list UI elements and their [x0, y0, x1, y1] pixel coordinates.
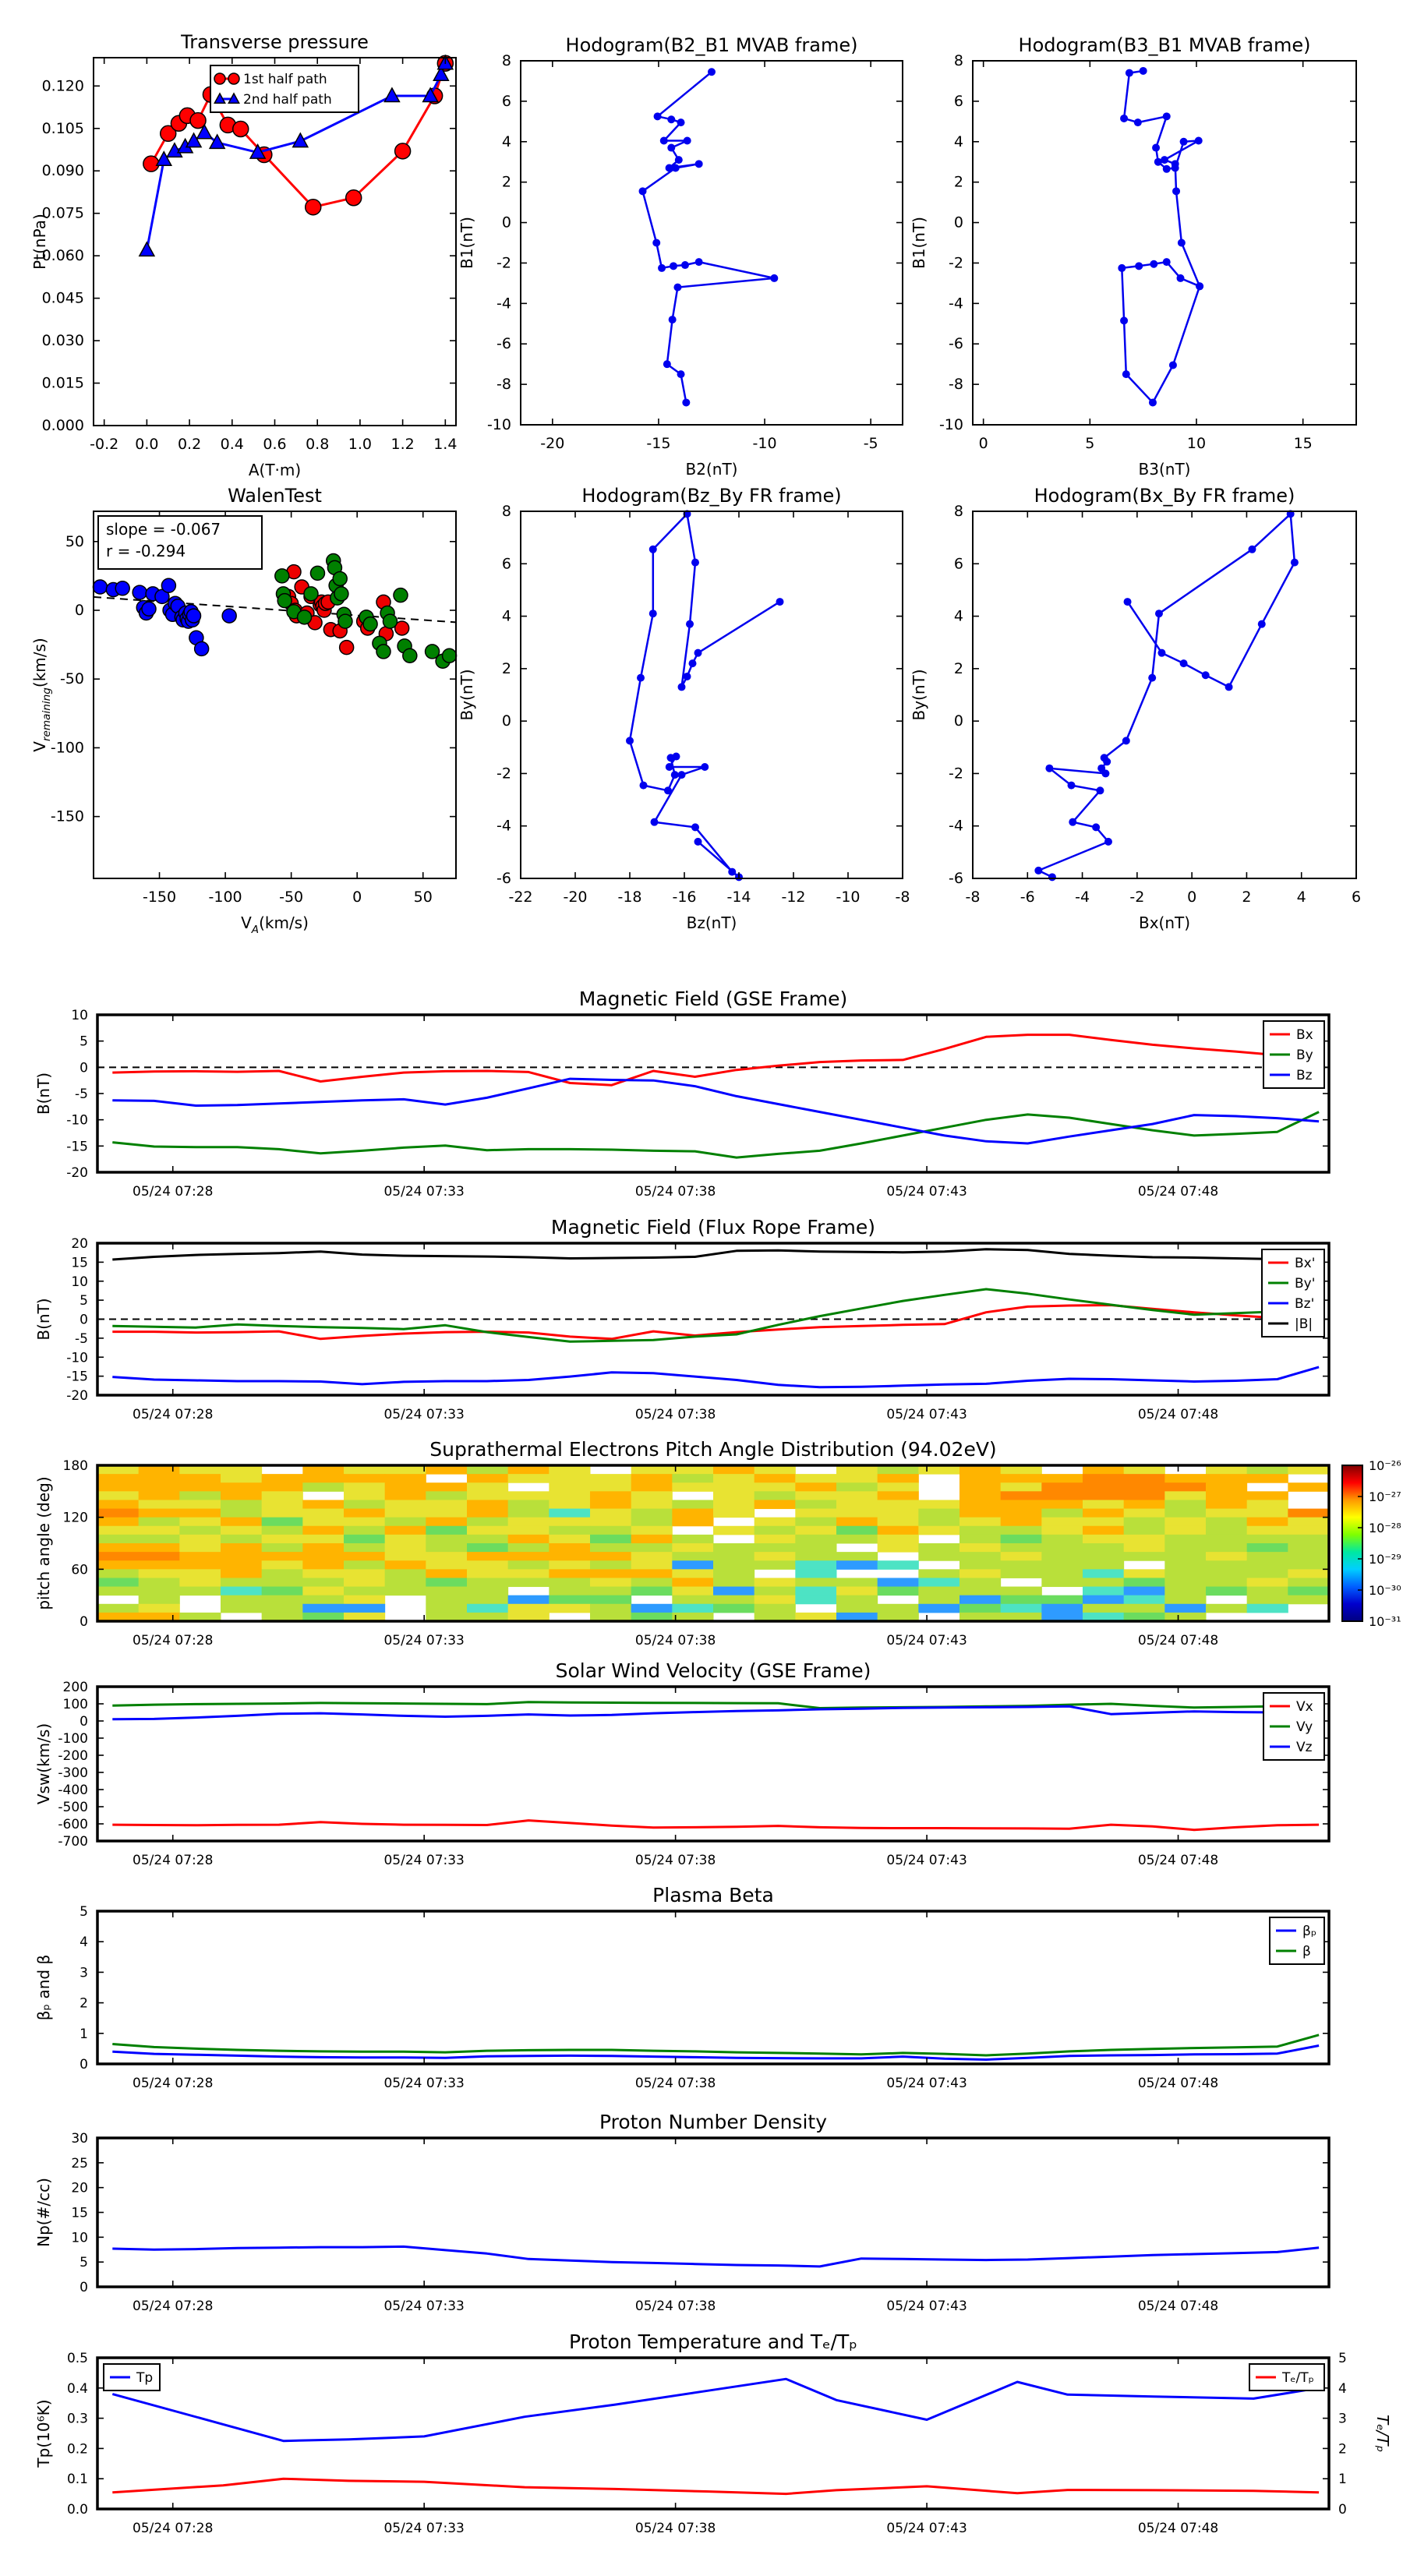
svg-text:Vx: Vx [1296, 1699, 1313, 1715]
svg-text:-500: -500 [58, 1800, 88, 1815]
svg-text:-20: -20 [66, 1388, 88, 1404]
svg-text:-6: -6 [1020, 889, 1035, 906]
svg-text:3: 3 [1338, 2411, 1347, 2427]
svg-text:5: 5 [80, 1293, 88, 1309]
svg-text:0.105: 0.105 [41, 119, 84, 137]
svg-text:Vz: Vz [1296, 1740, 1313, 1755]
svg-text:0.000: 0.000 [41, 417, 84, 434]
svg-text:-16: -16 [672, 889, 697, 906]
svg-text:100: 100 [62, 1697, 88, 1712]
svg-text:0.0: 0.0 [66, 2502, 88, 2518]
svg-text:05/24 07:38: 05/24 07:38 [634, 2299, 716, 2314]
svg-text:-5: -5 [75, 1087, 88, 1102]
svg-text:05/24 07:33: 05/24 07:33 [383, 1853, 465, 1868]
svg-text:-22: -22 [508, 889, 533, 906]
svg-text:1.0: 1.0 [348, 436, 373, 453]
svg-text:05/24 07:28: 05/24 07:28 [133, 1184, 214, 1200]
svg-text:pitch angle (deg): pitch angle (deg) [34, 1476, 53, 1610]
svg-text:-2: -2 [497, 765, 511, 783]
svg-text:Np(#/cc): Np(#/cc) [34, 2178, 53, 2247]
svg-text:5: 5 [80, 2255, 88, 2271]
svg-text:0: 0 [501, 214, 511, 231]
svg-text:-50: -50 [279, 889, 304, 906]
svg-text:1.2: 1.2 [391, 436, 415, 453]
svg-text:B3(nT): B3(nT) [1138, 460, 1191, 479]
svg-text:2: 2 [953, 173, 963, 191]
svg-text:Solar Wind Velocity (GSE Frame: Solar Wind Velocity (GSE Frame) [555, 1659, 871, 1682]
svg-text:-10: -10 [66, 1350, 88, 1366]
svg-text:05/24 07:28: 05/24 07:28 [133, 1633, 214, 1648]
svg-text:-50: -50 [59, 670, 84, 688]
svg-text:30: 30 [71, 2131, 88, 2147]
svg-text:05/24 07:43: 05/24 07:43 [886, 2521, 967, 2536]
svg-text:4: 4 [501, 133, 511, 150]
svg-text:-12: -12 [781, 889, 806, 906]
svg-text:-14: -14 [726, 889, 751, 906]
svg-text:-300: -300 [58, 1765, 88, 1781]
svg-text:βₚ: βₚ [1302, 1924, 1317, 1939]
svg-text:10⁻²⁹: 10⁻²⁹ [1369, 1552, 1401, 1567]
svg-text:180: 180 [62, 1458, 88, 1474]
svg-text:05/24 07:48: 05/24 07:48 [1137, 1853, 1219, 1868]
panel-hodogram-b3-b1 [910, 34, 1356, 479]
svg-text:-10: -10 [486, 416, 511, 433]
svg-text:Bz': Bz' [1295, 1296, 1315, 1312]
svg-text:0.4: 0.4 [220, 436, 244, 453]
svg-text:β: β [1302, 1944, 1311, 1959]
svg-text:A(T·m): A(T·m) [248, 461, 302, 479]
svg-text:6: 6 [501, 92, 511, 110]
svg-text:Bx': Bx' [1295, 1256, 1316, 1271]
svg-text:-15: -15 [66, 1139, 88, 1155]
svg-text:1: 1 [80, 2026, 88, 2042]
svg-text:1st half path: 1st half path [243, 72, 327, 87]
svg-text:2: 2 [1338, 2441, 1347, 2458]
svg-text:-150: -150 [142, 889, 177, 906]
svg-text:0.045: 0.045 [41, 289, 84, 307]
svg-text:-100: -100 [50, 739, 84, 757]
svg-text:8: 8 [501, 52, 511, 69]
svg-text:0: 0 [953, 712, 963, 730]
svg-text:200: 200 [62, 1680, 88, 1695]
svg-text:VA(km/s): $V_A(km/s)$ [241, 913, 309, 936]
svg-text:10⁻³⁰: 10⁻³⁰ [1369, 1583, 1401, 1598]
svg-text:By: By [1296, 1048, 1313, 1063]
svg-text:-5: -5 [75, 1330, 88, 1347]
svg-text:10: 10 [1186, 435, 1207, 452]
svg-text:2: 2 [1242, 889, 1252, 906]
svg-text:05/24 07:48: 05/24 07:48 [1137, 2521, 1219, 2536]
svg-text:-20: -20 [540, 435, 565, 452]
panel-hodogram-bz-by [458, 485, 910, 932]
svg-text:8: 8 [953, 52, 963, 69]
panel-hodogram-b2-b1 [458, 34, 903, 479]
svg-text:0.075: 0.075 [41, 204, 84, 222]
panel-proton-density [34, 2111, 1329, 2314]
svg-text:4: 4 [953, 133, 963, 150]
svg-text:-6: -6 [949, 870, 963, 887]
svg-text:05/24 07:48: 05/24 07:48 [1137, 2299, 1219, 2314]
svg-text:05/24 07:43: 05/24 07:43 [886, 1853, 967, 1868]
svg-text:6: 6 [953, 92, 963, 110]
svg-text:-100: -100 [208, 889, 242, 906]
svg-text:15: 15 [1293, 435, 1313, 452]
svg-text:05/24 07:48: 05/24 07:48 [1137, 2076, 1219, 2091]
svg-text:By(nT): By(nT) [458, 669, 476, 721]
svg-text:2nd half path: 2nd half path [243, 92, 332, 108]
svg-text:05/24 07:48: 05/24 07:48 [1137, 1633, 1219, 1648]
svg-text:Hodogram(Bx_By FR frame): Hodogram(Bx_By FR frame) [1034, 485, 1295, 507]
svg-text:-6: -6 [497, 870, 511, 887]
svg-text:By': By' [1295, 1276, 1316, 1292]
svg-text:2: 2 [80, 1995, 88, 2012]
svg-text:0: 0 [352, 889, 362, 906]
svg-text:Vy: Vy [1296, 1719, 1313, 1735]
svg-text:5: 5 [80, 1904, 88, 1920]
svg-text:50: 50 [413, 889, 433, 906]
svg-text:-10: -10 [938, 416, 963, 433]
svg-text:10⁻²⁸: 10⁻²⁸ [1369, 1521, 1401, 1535]
svg-text:-20: -20 [66, 1165, 88, 1181]
svg-text:4: 4 [1338, 2380, 1347, 2397]
svg-text:05/24 07:38: 05/24 07:38 [634, 1184, 716, 1200]
svg-text:2: 2 [501, 659, 511, 677]
panel-plasma-beta [34, 1884, 1329, 2091]
svg-text:Magnetic Field (GSE Frame): Magnetic Field (GSE Frame) [578, 988, 848, 1010]
svg-text:0.030: 0.030 [41, 332, 84, 350]
svg-text:0: 0 [80, 1312, 88, 1328]
svg-text:6: 6 [1351, 889, 1362, 906]
svg-text:Transverse pressure: Transverse pressure [181, 31, 369, 53]
svg-text:0.060: 0.060 [41, 247, 84, 265]
svg-text:0.2: 0.2 [66, 2441, 88, 2458]
svg-text:Hodogram(Bz_By FR frame): Hodogram(Bz_By FR frame) [581, 485, 842, 507]
svg-text:Tₑ/Tₚ: Tₑ/Tₚ [1282, 2370, 1314, 2386]
svg-text:B1(nT): B1(nT) [910, 217, 928, 269]
svg-text:4: 4 [501, 607, 511, 625]
svg-text:B1(nT): B1(nT) [458, 217, 476, 269]
svg-text:05/24 07:48: 05/24 07:48 [1137, 1184, 1219, 1200]
svg-text:-10: -10 [752, 435, 777, 452]
svg-text:-10: -10 [66, 1112, 88, 1129]
svg-text:0: 0 [1338, 2502, 1347, 2518]
svg-text:05/24 07:33: 05/24 07:33 [383, 1633, 465, 1648]
svg-text:-400: -400 [58, 1783, 88, 1798]
panel-walen-test [30, 485, 457, 936]
svg-text:50: 50 [65, 532, 84, 550]
svg-text:0: 0 [80, 1614, 88, 1630]
svg-text:-600: -600 [58, 1817, 88, 1832]
svg-text:10: 10 [71, 1008, 88, 1023]
svg-text:10⁻²⁷: 10⁻²⁷ [1369, 1489, 1401, 1504]
svg-text:6: 6 [953, 555, 963, 573]
svg-text:0.120: 0.120 [41, 77, 84, 95]
svg-text:5: 5 [80, 1034, 88, 1050]
svg-text:Tp: Tp [136, 2370, 154, 2386]
panel-hodogram-bx-by [910, 485, 1361, 932]
svg-text:-150: -150 [50, 807, 84, 825]
svg-text:05/24 07:28: 05/24 07:28 [133, 2521, 214, 2536]
svg-text:120: 120 [62, 1510, 88, 1526]
svg-text:Vremaining(km/s): $V_{remaining}(km/s)$ [30, 638, 53, 752]
svg-text:05/24 07:43: 05/24 07:43 [886, 1633, 967, 1648]
svg-text:B(nT): B(nT) [34, 1072, 53, 1115]
svg-text:Tp(10⁶K): Tp(10⁶K) [34, 2399, 53, 2468]
svg-text:4: 4 [1296, 889, 1306, 906]
svg-text:B(nT): B(nT) [34, 1298, 53, 1341]
panel-magnetic-field-fluxrope [34, 1216, 1329, 1422]
svg-text:10: 10 [71, 1274, 88, 1290]
svg-text:-6: -6 [949, 335, 963, 353]
svg-text:05/24 07:33: 05/24 07:33 [383, 1407, 465, 1422]
svg-text:-2: -2 [949, 254, 963, 272]
svg-text:-8: -8 [965, 889, 981, 906]
svg-text:0.0: 0.0 [135, 436, 159, 453]
svg-text:-4: -4 [1075, 889, 1090, 906]
svg-text:4: 4 [80, 1935, 88, 1951]
svg-text:0.4: 0.4 [66, 2380, 88, 2397]
svg-text:B2(nT): B2(nT) [685, 460, 738, 479]
svg-text:-200: -200 [58, 1748, 88, 1764]
svg-text:-8: -8 [949, 376, 963, 394]
svg-text:05/24 07:43: 05/24 07:43 [886, 1184, 967, 1200]
svg-text:0: 0 [501, 712, 511, 730]
svg-text:8: 8 [501, 503, 511, 520]
svg-text:5: 5 [1085, 435, 1095, 452]
svg-text:-4: -4 [949, 295, 963, 313]
svg-text:-700: -700 [58, 1834, 88, 1850]
svg-text:0: 0 [74, 602, 84, 620]
svg-text:0.6: 0.6 [263, 436, 287, 453]
svg-text:0: 0 [80, 1060, 88, 1076]
svg-text:10⁻²⁶: 10⁻²⁶ [1369, 1458, 1401, 1473]
svg-text:10⁻³¹: 10⁻³¹ [1369, 1614, 1401, 1629]
svg-text:25: 25 [71, 2155, 88, 2171]
svg-text:-8: -8 [895, 889, 910, 906]
svg-text:-4: -4 [949, 817, 963, 835]
svg-text:Bx(nT): Bx(nT) [1138, 913, 1191, 932]
svg-text:|B|: |B| [1295, 1316, 1313, 1332]
svg-text:-0.2: -0.2 [90, 436, 119, 453]
svg-text:Pt(nPa): Pt(nPa) [30, 214, 49, 270]
svg-text:0.5: 0.5 [66, 2351, 88, 2366]
svg-text:05/24 07:38: 05/24 07:38 [634, 1407, 716, 1422]
svg-text:05/24 07:43: 05/24 07:43 [886, 2299, 967, 2314]
svg-text:Hodogram(B2_B1 MVAB frame): Hodogram(B2_B1 MVAB frame) [565, 34, 858, 56]
svg-text:05/24 07:33: 05/24 07:33 [383, 1184, 465, 1200]
svg-text:0.3: 0.3 [66, 2411, 88, 2427]
svg-text:05/24 07:33: 05/24 07:33 [383, 2076, 465, 2091]
svg-text:05/24 07:28: 05/24 07:28 [133, 2299, 214, 2314]
svg-text:Proton Number Density: Proton Number Density [599, 2111, 827, 2133]
svg-text:0: 0 [978, 435, 988, 452]
svg-text:Magnetic Field (Flux Rope Fram: Magnetic Field (Flux Rope Frame) [550, 1216, 876, 1239]
svg-text:Bz(nT): Bz(nT) [686, 913, 737, 932]
svg-text:Proton Temperature and Tₑ/Tₚ: Proton Temperature and Tₑ/Tₚ [569, 2330, 857, 2353]
svg-text:05/24 07:38: 05/24 07:38 [634, 1853, 716, 1868]
svg-text:slope = -0.067: slope = -0.067 [106, 520, 221, 539]
svg-text:0: 0 [1187, 889, 1197, 906]
svg-text:-2: -2 [949, 765, 963, 783]
svg-text:6: 6 [501, 555, 511, 573]
svg-text:By(nT): By(nT) [910, 669, 928, 721]
svg-text:05/24 07:28: 05/24 07:28 [133, 1407, 214, 1422]
svg-text:r = -0.294: r = -0.294 [106, 542, 186, 560]
svg-text:-100: -100 [58, 1731, 88, 1747]
panel-electron-pitch-angle [34, 1438, 1401, 1648]
svg-text:05/24 07:48: 05/24 07:48 [1137, 1407, 1219, 1422]
svg-text:0: 0 [80, 2280, 88, 2295]
svg-text:0.2: 0.2 [177, 436, 202, 453]
svg-text:Vsw(km/s): Vsw(km/s) [34, 1723, 53, 1805]
panel-transverse-pressure [30, 31, 457, 479]
svg-text:2: 2 [501, 173, 511, 191]
svg-text:Bz: Bz [1296, 1068, 1313, 1083]
svg-text:05/24 07:28: 05/24 07:28 [133, 2076, 214, 2091]
svg-text:0.090: 0.090 [41, 162, 84, 180]
svg-text:-20: -20 [563, 889, 588, 906]
svg-text:0: 0 [80, 2057, 88, 2072]
svg-text:5: 5 [1338, 2351, 1347, 2366]
svg-text:-5: -5 [863, 435, 878, 452]
panel-magnetic-field-gse [34, 988, 1329, 1200]
svg-text:15: 15 [71, 1255, 88, 1271]
svg-text:-15: -15 [646, 435, 671, 452]
svg-text:60: 60 [71, 1562, 88, 1578]
svg-text:05/24 07:28: 05/24 07:28 [133, 1853, 214, 1868]
svg-text:-2: -2 [497, 254, 511, 272]
svg-text:-6: -6 [497, 335, 511, 353]
svg-text:-18: -18 [617, 889, 642, 906]
svg-text:8: 8 [953, 503, 963, 520]
svg-text:βₚ and β: βₚ and β [34, 1954, 53, 2021]
svg-text:05/24 07:33: 05/24 07:33 [383, 2521, 465, 2536]
svg-text:Plasma Beta: Plasma Beta [652, 1884, 774, 1906]
svg-text:-2: -2 [1129, 889, 1145, 906]
svg-text:Suprathermal Electrons Pitch A: Suprathermal Electrons Pitch Angle Distribution (94.02eV) [429, 1438, 997, 1461]
svg-text:05/24 07:43: 05/24 07:43 [886, 1407, 967, 1422]
svg-text:20: 20 [71, 1236, 88, 1252]
svg-text:Tₑ/Tₚ: Tₑ/Tₚ [1373, 2414, 1392, 2453]
svg-text:-4: -4 [497, 817, 511, 835]
svg-text:05/24 07:43: 05/24 07:43 [886, 2076, 967, 2091]
svg-text:10: 10 [71, 2230, 88, 2246]
svg-text:WalenTest: WalenTest [228, 485, 322, 507]
svg-text:3: 3 [80, 1965, 88, 1981]
svg-text:-15: -15 [66, 1369, 88, 1385]
svg-text:05/24 07:38: 05/24 07:38 [634, 1633, 716, 1648]
svg-text:-8: -8 [497, 376, 511, 394]
svg-text:Hodogram(B3_B1 MVAB frame): Hodogram(B3_B1 MVAB frame) [1018, 34, 1311, 56]
svg-text:1.4: 1.4 [433, 436, 458, 453]
svg-text:05/24 07:38: 05/24 07:38 [634, 2076, 716, 2091]
svg-text:0.1: 0.1 [66, 2472, 88, 2488]
panel-solar-wind-velocity [34, 1659, 1329, 1868]
svg-text:Bx: Bx [1296, 1027, 1313, 1043]
svg-text:0: 0 [80, 1714, 88, 1730]
svg-text:-4: -4 [497, 295, 511, 313]
svg-text:0.015: 0.015 [41, 374, 84, 392]
svg-text:-10: -10 [836, 889, 861, 906]
svg-text:4: 4 [953, 607, 963, 625]
panel-proton-temperature [34, 2330, 1392, 2536]
svg-text:0: 0 [953, 214, 963, 231]
svg-text:20: 20 [71, 2180, 88, 2196]
svg-text:2: 2 [953, 659, 963, 677]
svg-text:05/24 07:33: 05/24 07:33 [383, 2299, 465, 2314]
svg-text:05/24 07:38: 05/24 07:38 [634, 2521, 716, 2536]
svg-text:1: 1 [1338, 2472, 1347, 2488]
svg-text:0.8: 0.8 [306, 436, 330, 453]
svg-text:15: 15 [71, 2205, 88, 2221]
